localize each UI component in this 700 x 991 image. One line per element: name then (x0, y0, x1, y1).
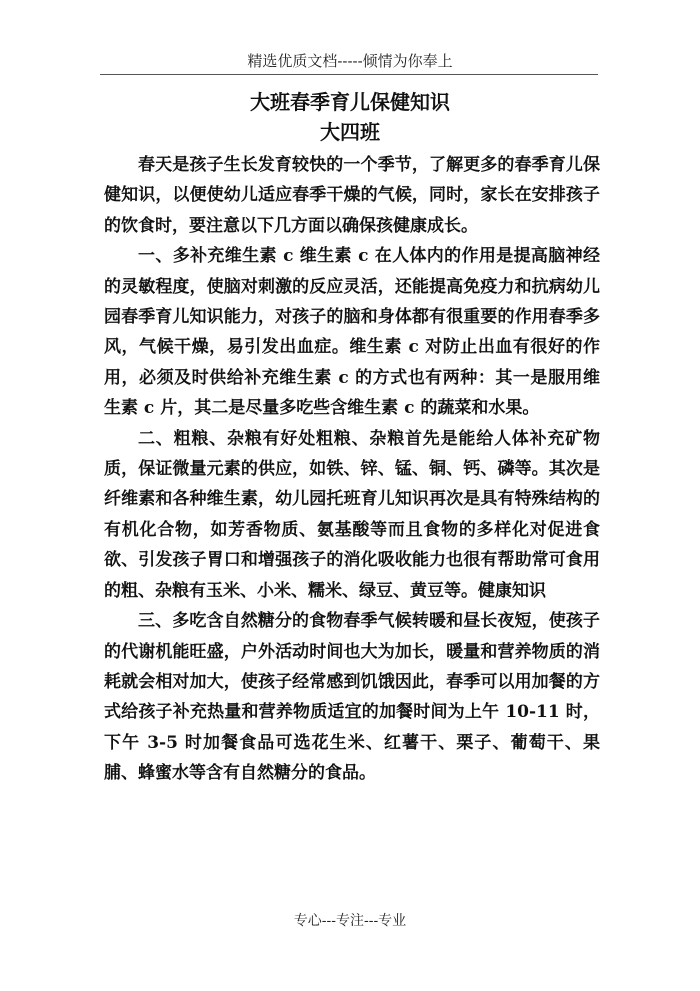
document-body (104, 150, 600, 789)
paragraph-natural-sugar: 三、多吃含自然糖分的食物春季气候转暖和昼长夜短，使孩子的代谢机能旺盛，户外活动时间也大为加长，暖量和营养物质的消耗就会相对加大，使孩子经常感到饥饿因此，春季可以用加餐的方式给孩子补充热量和营养物质适宜的加餐时间为上午 10-11 时，下午 3-5 时加餐食品可选花生米、红薯干、栗子、葡萄干、果脯、蜂蜜水等含有自然糖分的食品。 (104, 611, 600, 784)
page-header: 精选优质文档-----倾情为你奉上 (247, 52, 453, 70)
paragraph-intro: 春天是孩子生长发育较快的一个季节，了解更多的春季育儿保健知识，以便使幼儿适应春季干燥的气候，同时，家长在安排孩子的饮食时，要注意以下几方面以确保孩健康成长。 (104, 155, 600, 236)
page-footer: 专心---专注---专业 (293, 913, 407, 929)
paragraph-vitamin-c: 一、多补充维生素 c 维生素 c 在人体内的作用是提高脑神经的灵敏程度，使脑对刺激的反应灵活，还能提高免疫力和抗病幼儿园春季育儿知识能力，对孩子的脑和身体都有很重要的作用春季多风，气候干燥，易引发出血症。维生素 c 对防止出血有很好的作用，必须及时供给补充维生素 c 的方式也有两种：其一是服用维生素 c 片，其二是尽量多吃些含维生素 c 的蔬菜和水果。 (104, 246, 600, 419)
document-title: 大班春季育儿保健知识 (250, 90, 450, 114)
document-subtitle: 大四班 (320, 120, 380, 144)
header-divider (100, 74, 598, 75)
paragraph-coarse-grains: 二、粗粮、杂粮有好处粗粮、杂粮首先是能给人体补充矿物质，保证微量元素的供应，如铁、锌、锰、铜、钙、磷等。其次是纤维素和各种维生素，幼儿园托班育儿知识再次是具有特殊结构的有机化合物，如芳香物质、氨基酸等而且食物的多样化对促进食欲、引发孩子胃口和增强孩子的消化吸收能力也很有帮助常可食用的粗、杂粮有玉米、小米、糯米、绿豆、黄豆等。健康知识 (104, 428, 600, 601)
